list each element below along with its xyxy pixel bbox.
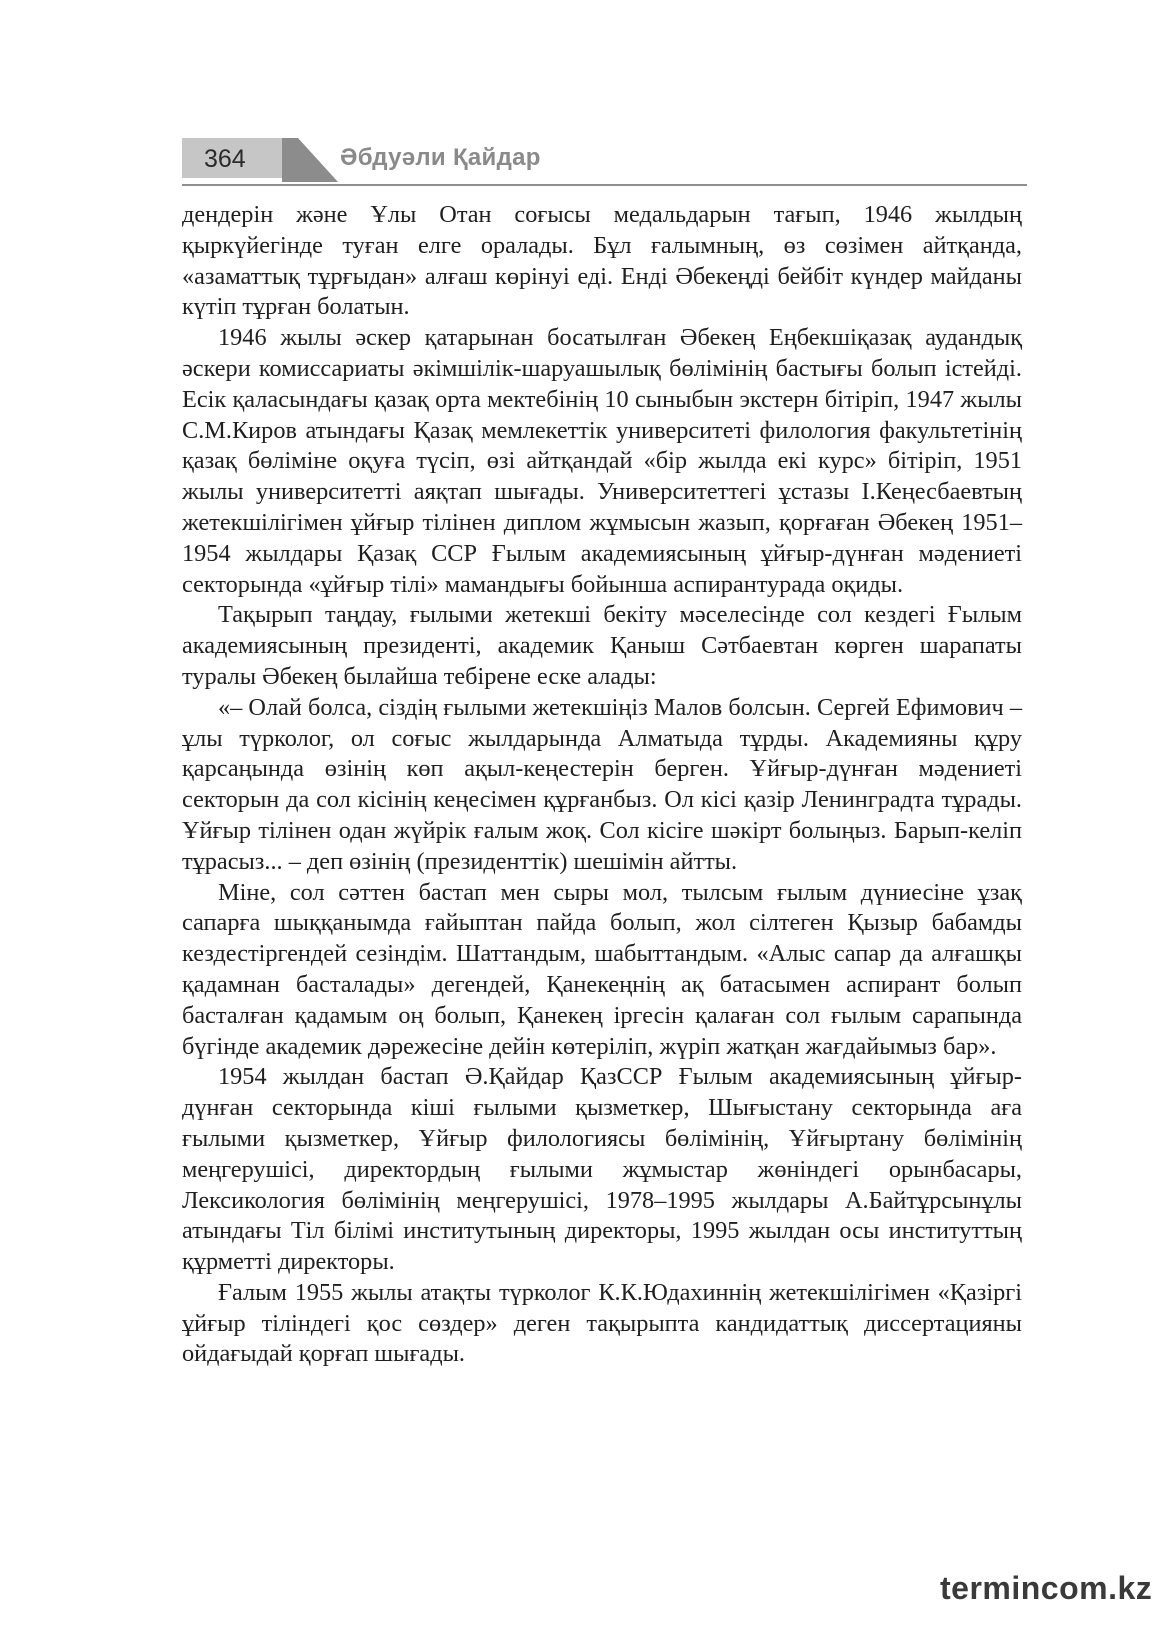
page-number: 364 — [204, 145, 246, 173]
running-title: Әбдуәли Қайдар — [340, 144, 541, 171]
paragraph: Ғалым 1955 жылы атақты түрколог К.К.Юдахиннің жетекшілігімен «Қазіргі ұйғыр тіліндегі қос сөздер» деген тақырыпта кандидаттық диссертацияны ойдағыдай қорғап шығады. — [182, 1278, 1022, 1368]
paragraph: Тақырып таңдау, ғылыми жетекші бекіту мәселесінде сол кездегі Ғылым академиясының президенті, академик Қаныш Сәтбаевтан көрген шарапаты туралы Әбекең былайша тебірене еске алады: — [182, 601, 1022, 690]
paragraph: 1954 жылдан бастап Ә.Қайдар ҚазССР Ғылым академиясының ұйғыр-дүнған секторында кіші ғылыми қызметкер, Шығыстану секторында аға ғылыми қызметкер, Ұйғыр филологиясы бөлімінің, Ұйғыртану бөлімінің меңгерушісі, директордың ғылыми жұмыстар жөніндегі орынбасары, Лексикология бөлімінің меңгерушісі, 1978–1995 жылдары А.Байтұрсынұлы атындағы Тіл білімі институтының директоры, 1995 жылдан осы институттың құрметті директоры. — [182, 1063, 1022, 1276]
body-text — [182, 200, 1022, 1370]
paragraph: дендерін және Ұлы Отан соғысы медальдарын тағып, 1946 жылдың қыркүйегінде туған елге оралады. Бұл ғалымның, өз сөзімен айтқанда, «азаматтық тұрғыдан» алғаш көрінуі еді. Енді Әбекеңді бейбіт күндер майданы күтіп тұрған болатын. — [182, 201, 1022, 321]
paragraph: Міне, сол сәттен бастап мен сыры мол, тылсым ғылым дүниесіне ұзақ сапарға шыққанымда ғайыптан пайда болып, жол сілтеген Қызыр бабамды кездестіргендей сезіндім. Шаттандым, шабыттандым. «Алыс сапар да алғашқы қадамнан басталады» дегендей, Қанекеңнің ақ батасымен аспирант болып басталған қадамым оң болып, Қанекең іргесін қалаған сол ғылым сарапында бүгінде академик дәрежесіне дейін көтеріліп, жүріп жатқан жағдайымыз бар». — [182, 878, 1022, 1060]
page-header — [182, 136, 1027, 188]
page-number-tab — [182, 138, 282, 178]
paragraph: 1946 жылы әскер қатарынан босатылған Әбекең Еңбекшіқазақ аудандық әскери комиссариаты әкімшілік-шаруашылық бөлімінің бастығы болып істейді. Есік қаласындағы қазақ орта мектебінің 10 сыныбын экстерн бітіріп, 1947 жылы С.М.Киров атындағы Қазақ мемлекеттік университеті филология факультетінің қазақ бөліміне оқуға түсіп, өзі айтқандай «бір жылда екі курс» бітіріп, 1951 жылы университетті аяқтап шығады. Университеттегі ұстазы І.Кеңесбаевтың жетекшілігімен ұйғыр тілінен диплом жұмысын жазып, қорғаған Әбекең 1951–1954 жылдары Қазақ ССР Ғылым академиясының ұйғыр-дүнған мәдениеті секторында «ұйғыр тілі» мамандығы бойынша аспирантурада оқиды. — [182, 324, 1022, 598]
watermark-logo: termincom.kz — [940, 1570, 1153, 1606]
tab-arrow-shape — [280, 138, 340, 182]
header-rule — [182, 184, 1027, 186]
paragraph: «– Олай болса, сіздің ғылыми жетекшіңіз Малов болсын. Сергей Ефимович – ұлы түрколог, ол соғыс жылдарында Алматыда тұрды. Академияны құру қарсаңында өзінің көп ақыл-кеңестерін берген. Ұйғыр-дүнған мәдениеті секторын да сол кісінің кеңесімен құрғанбыз. Ол кісі қазір Ленинградта тұрады. Ұйғыр тілінен одан жүйрік ғалым жоқ. Сол кісіге шәкірт болыңыз. Барып-келіп тұрасыз... – деп өзінің (президенттік) шешімін айтты. — [182, 693, 1022, 875]
